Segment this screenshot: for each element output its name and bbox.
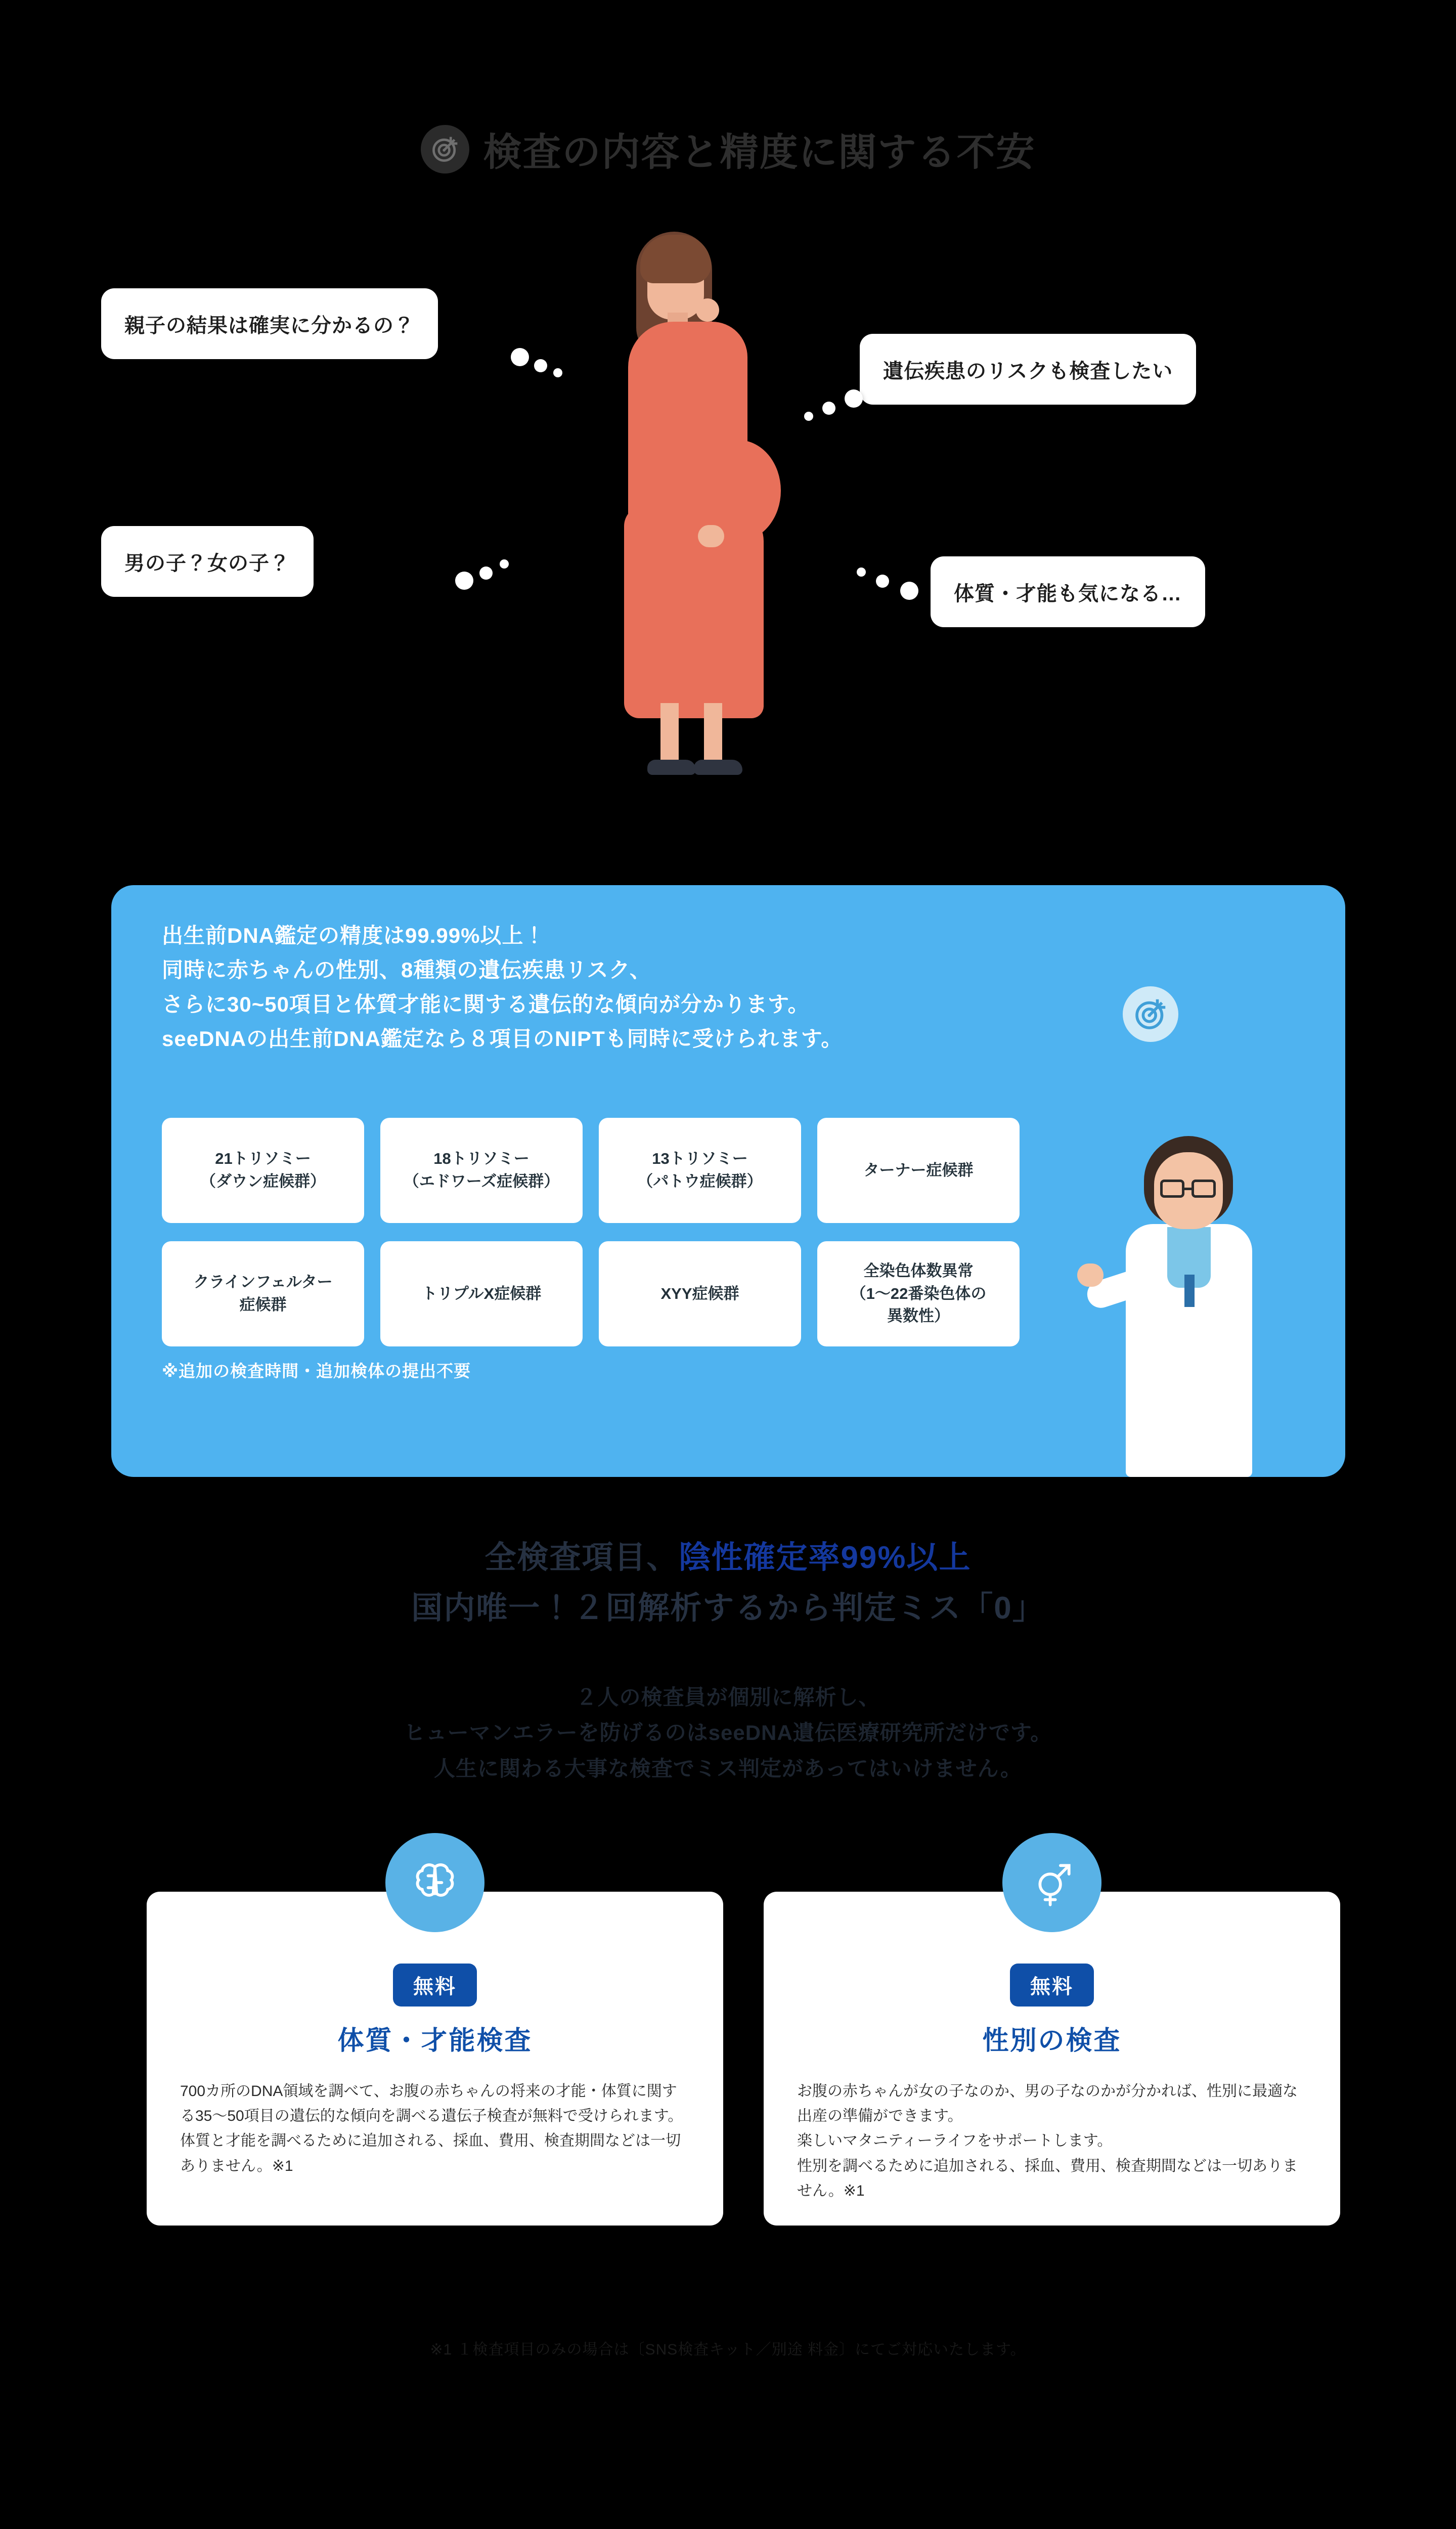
nipt-item-grid: [162, 1118, 1020, 1346]
bubble-genetic-disease: 遺伝疾患のリスクも検査したい: [860, 334, 1196, 405]
free-badge: 無料: [1010, 1964, 1094, 2007]
nipt-item: クラインフェルター 症候群: [162, 1241, 364, 1346]
nipt-item: ターナー症候群: [817, 1118, 1020, 1223]
panel-line-1: 出生前DNA鑑定の精度は99.99%以上！: [162, 924, 546, 947]
headline-line-1: [0, 1533, 1456, 1583]
brain-icon: [385, 1833, 484, 1932]
bubble-gender: 男の子？女の子？: [101, 526, 314, 597]
nipt-item: 全染色体数異常 （1〜22番染色体の 異数性）: [817, 1241, 1020, 1346]
panel-line-4: seeDNAの出生前DNA鑑定なら８項目のNIPTも同時に受けられます。: [162, 1027, 843, 1051]
card-gender: [764, 1892, 1340, 2226]
bubble-paternity: 親子の結果は確実に分かるの？: [101, 288, 438, 359]
headline-line-2: 国内唯一！２回解析するから判定ミス「0」: [411, 1591, 1045, 1626]
pregnant-woman-illustration: [597, 223, 809, 819]
headline-sub-line: ヒューマンエラーを防げるのはseeDNA遺伝医療研究所だけです。: [404, 1721, 1052, 1745]
headline-prefix: 全検査項目、: [484, 1540, 679, 1575]
panel-note: ※追加の検査時間・追加検体の提出不要: [162, 1362, 471, 1380]
bubble-traits: 体質・才能も気になる…: [931, 556, 1205, 627]
nipt-item: 13トリソミー （パトウ症候群）: [599, 1118, 801, 1223]
hero-illustration: [0, 212, 1456, 840]
target-icon: [421, 125, 469, 173]
nipt-item: トリプルX症候群: [380, 1241, 583, 1346]
card-title: 性別の検査: [982, 2026, 1122, 2056]
card-body: お腹の赤ちゃんが女の子なのか、男の子なのかが分かれば、性別に最適な出産の準備ができます。 楽しいマタニティーライフをサポートします。 性別を調べるために追加される、採血、費用、検査期間などは一切ありません。※1: [797, 2083, 1298, 2199]
headline-highlight: 陰性確定率99%以上: [679, 1540, 972, 1575]
target-icon: [1123, 986, 1178, 1042]
gender-icon: [1002, 1833, 1101, 1932]
headline-block: [0, 1533, 1456, 1787]
headline-sub: [0, 1680, 1456, 1787]
panel-line-3: さらに30~50項目と体質才能に関する遺伝的な傾向が分かります。: [162, 992, 810, 1017]
headline-sub-line: ２人の検査員が個別に解析し、: [576, 1685, 880, 1709]
accuracy-panel: [111, 885, 1345, 1477]
panel-line-2: 同時に赤ちゃんの性別、8種類の遺伝疾患リスク、: [162, 958, 651, 982]
panel-description: [162, 919, 843, 1056]
card-title: 体質・才能検査: [337, 2026, 533, 2056]
nipt-item: 18トリソミー （エドワーズ症候群）: [380, 1118, 583, 1223]
card-body: 700カ所のDNA領域を調べて、お腹の赤ちゃんの将来の才能・体質に関する35〜50項目の遺伝的な傾向を調べる遺伝子検査が無料で受けられます。 体質と才能を調べるために追加される、採血、費用、検査期間などは一切ありません。※1: [180, 2083, 683, 2174]
headline-sub-line: 人生に関わる大事な検査でミス判定があってはいけません。: [433, 1756, 1023, 1780]
doctor-illustration: [1077, 1123, 1310, 1477]
section-header: [0, 121, 1456, 177]
page-title: 検査の内容と精度に関する不安: [483, 131, 1036, 174]
free-badge: 無料: [393, 1964, 477, 2007]
footnote: ※1 １検査項目のみの場合は〔SNS検査キット／別途 料金〕にてご対応いたします。: [430, 2341, 1026, 2358]
nipt-item: XYY症候群: [599, 1241, 801, 1346]
nipt-item: 21トリソミー （ダウン症候群）: [162, 1118, 364, 1223]
card-traits: [147, 1892, 723, 2226]
